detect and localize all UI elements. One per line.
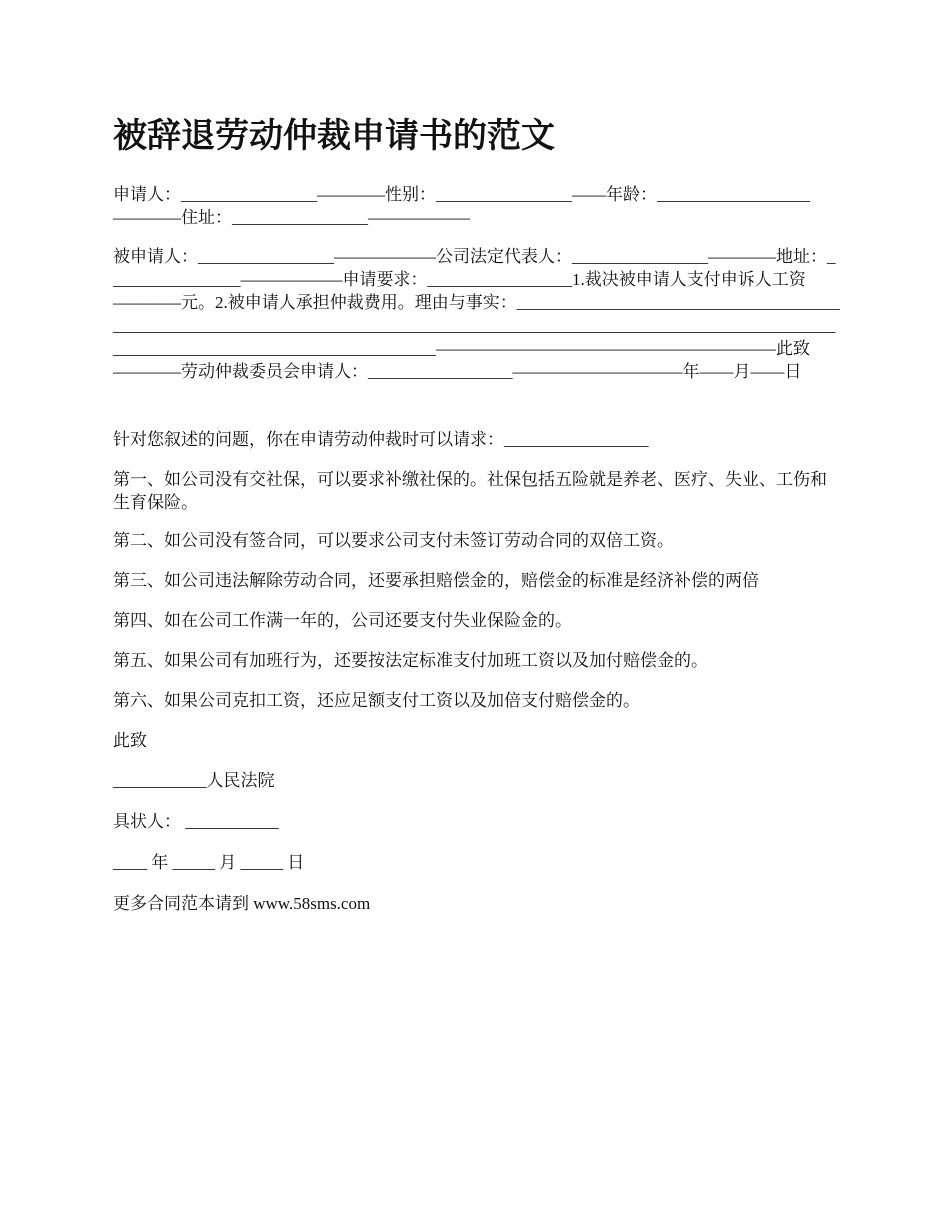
respondent-claims-paragraph: 被申请人：________________——————公司法定代表人：________________————地址：________________——————申请要求：_________________1.裁决被申请人支付申诉人工资————元。2.被申请人承担仲裁费用。理由与事实：_________________________________________________________________________________________________________________________________________________________________————————————————————此致————劳动仲裁委员会申请人：_________________——————————年——月——日	[113, 247, 840, 381]
item-unemployment-insurance: 第四、如在公司工作满一年的，公司还要支付失业保险金的。	[113, 611, 572, 630]
item-social-insurance: 第一、如公司没有交社保，可以要求补缴社保的。社保包括五险就是养老、医疗、失业、工伤和生育保险。	[113, 470, 827, 512]
document-title: 被辞退劳动仲裁申请书的范文	[113, 116, 555, 156]
applicant-info-paragraph: 申请人：________________————性别：________________——年龄：__________________————住址：________________——————	[113, 185, 810, 227]
footer-more-templates: 更多合同范本请到 www.58sms.com	[113, 894, 371, 913]
item-withheld-wages: 第六、如果公司克扣工资，还应足额支付工资以及加倍支付赔偿金的。	[113, 691, 640, 710]
request-intro-paragraph: 针对您叙述的问题，你在申请劳动仲裁时可以请求：_________________	[113, 430, 649, 449]
item-contract: 第二、如公司没有签合同，可以要求公司支付未签订劳动合同的双倍工资。	[113, 531, 674, 550]
item-overtime: 第五、如果公司有加班行为，还要按法定标准支付加班工资以及加付赔偿金的。	[113, 651, 708, 670]
date-line: ____ 年 _____ 月 _____ 日	[113, 853, 305, 872]
closing-salutation: 此致	[113, 731, 147, 750]
item-unlawful-termination: 第三、如公司违法解除劳动合同，还要承担赔偿金的，赔偿金的标准是经济补偿的两倍	[113, 571, 759, 590]
plaintiff-signature-line: 具状人： ___________	[113, 812, 279, 831]
court-line: ___________人民法院	[113, 771, 275, 790]
